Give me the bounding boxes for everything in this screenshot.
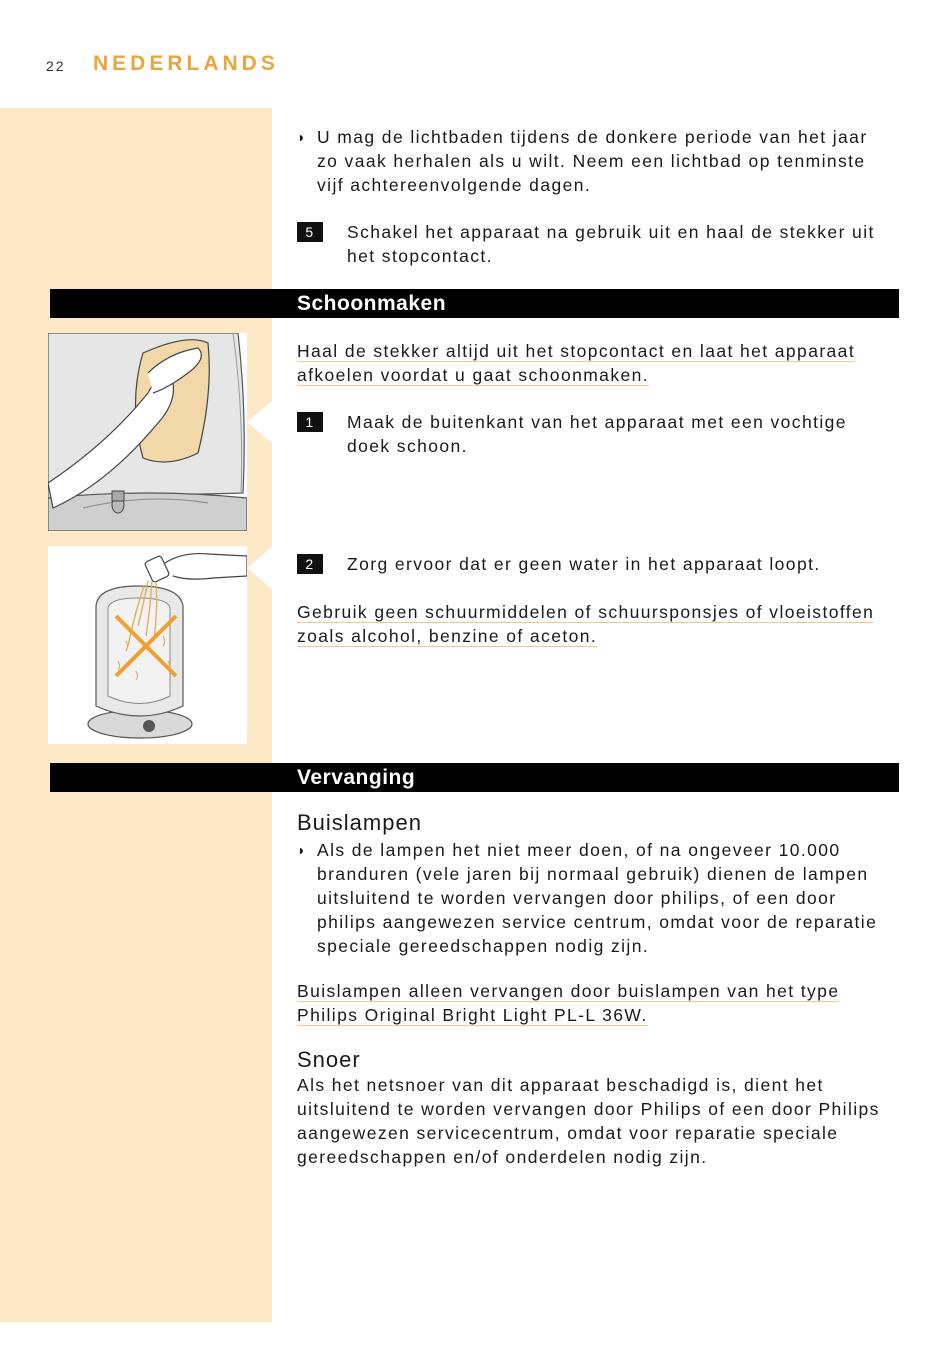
lamps-bullet xyxy=(297,838,887,958)
page-number: 22 xyxy=(46,58,66,74)
cleaning-note-text: Haal de stekker altijd uit het stopcontact en laat het apparaat afkoelen voordat u gaat schoonmaken. xyxy=(297,341,856,385)
half-circle-bullet-icon: ◗ xyxy=(297,129,307,145)
cleaning-warning xyxy=(297,600,897,648)
step-1 xyxy=(297,410,887,458)
cleaning-warning-text: Gebruik geen schuurmiddelen of schuursponsjes of vloeistoffen zoals alcohol, benzine of aceton. xyxy=(297,602,875,646)
wipe-appliance-icon xyxy=(48,333,247,531)
illustration-pointer xyxy=(247,546,273,590)
no-water-illustration xyxy=(48,546,247,744)
step-2 xyxy=(297,552,887,576)
cleaning-note xyxy=(297,339,897,387)
step-5-text: Schakel het apparaat na gebruik uit en haal de stekker uit het stopcontact. xyxy=(347,222,875,266)
half-circle-bullet-icon: ◗ xyxy=(297,842,307,858)
step-number: 1 xyxy=(297,412,323,432)
intro-bullet xyxy=(297,125,887,197)
step-5 xyxy=(297,220,887,268)
section-bar-schoonmaken xyxy=(50,289,899,318)
lamps-heading: Buislampen xyxy=(297,810,422,835)
section-bar-vervanging xyxy=(50,763,899,792)
section-title: Schoonmaken xyxy=(297,292,447,315)
language-heading: NEDERLANDS xyxy=(93,52,279,75)
no-water-icon xyxy=(48,546,247,744)
step-1-text: Maak de buitenkant van het apparaat met een vochtige doek schoon. xyxy=(347,412,847,456)
step-number: 2 xyxy=(297,554,323,574)
illustration-pointer xyxy=(247,400,273,444)
step-number: 5 xyxy=(297,222,323,242)
lamps-note xyxy=(297,979,877,1027)
section-title: Vervanging xyxy=(297,766,416,789)
cord-text: Als het netsnoer van dit apparaat beschadigd is, dient het uitsluitend te worden vervangen door Philips of een door Philips aangewezen servicecentrum, omdat voor reparatie speciale gereedschappen en/of onderdelen nodig zijn. xyxy=(297,1075,880,1167)
cord-heading: Snoer xyxy=(297,1047,361,1072)
step-2-text: Zorg ervoor dat er geen water in het apparaat loopt. xyxy=(347,554,821,574)
intro-bullet-text: U mag de lichtbaden tijdens de donkere periode van het jaar zo vaak herhalen als u wilt. Neem een lichtbad op tenminste vijf achtereenvolgende dagen. xyxy=(317,127,868,195)
cleaning-cloth-illustration xyxy=(48,333,247,531)
lamps-bullet-text: Als de lampen het niet meer doen, of na ongeveer 10.000 branduren (vele jaren bij normaal gebruik) dienen de lampen uitsluitend te worden vervangen door philips, of een door philips aangewezen service centrum, omdat voor de reparatie speciale gereedschappen nodig zijn. xyxy=(317,840,878,956)
lamps-note-text: Buislampen alleen vervangen door buislampen van het type Philips Original Bright Light PL-L 36W. xyxy=(297,981,840,1025)
